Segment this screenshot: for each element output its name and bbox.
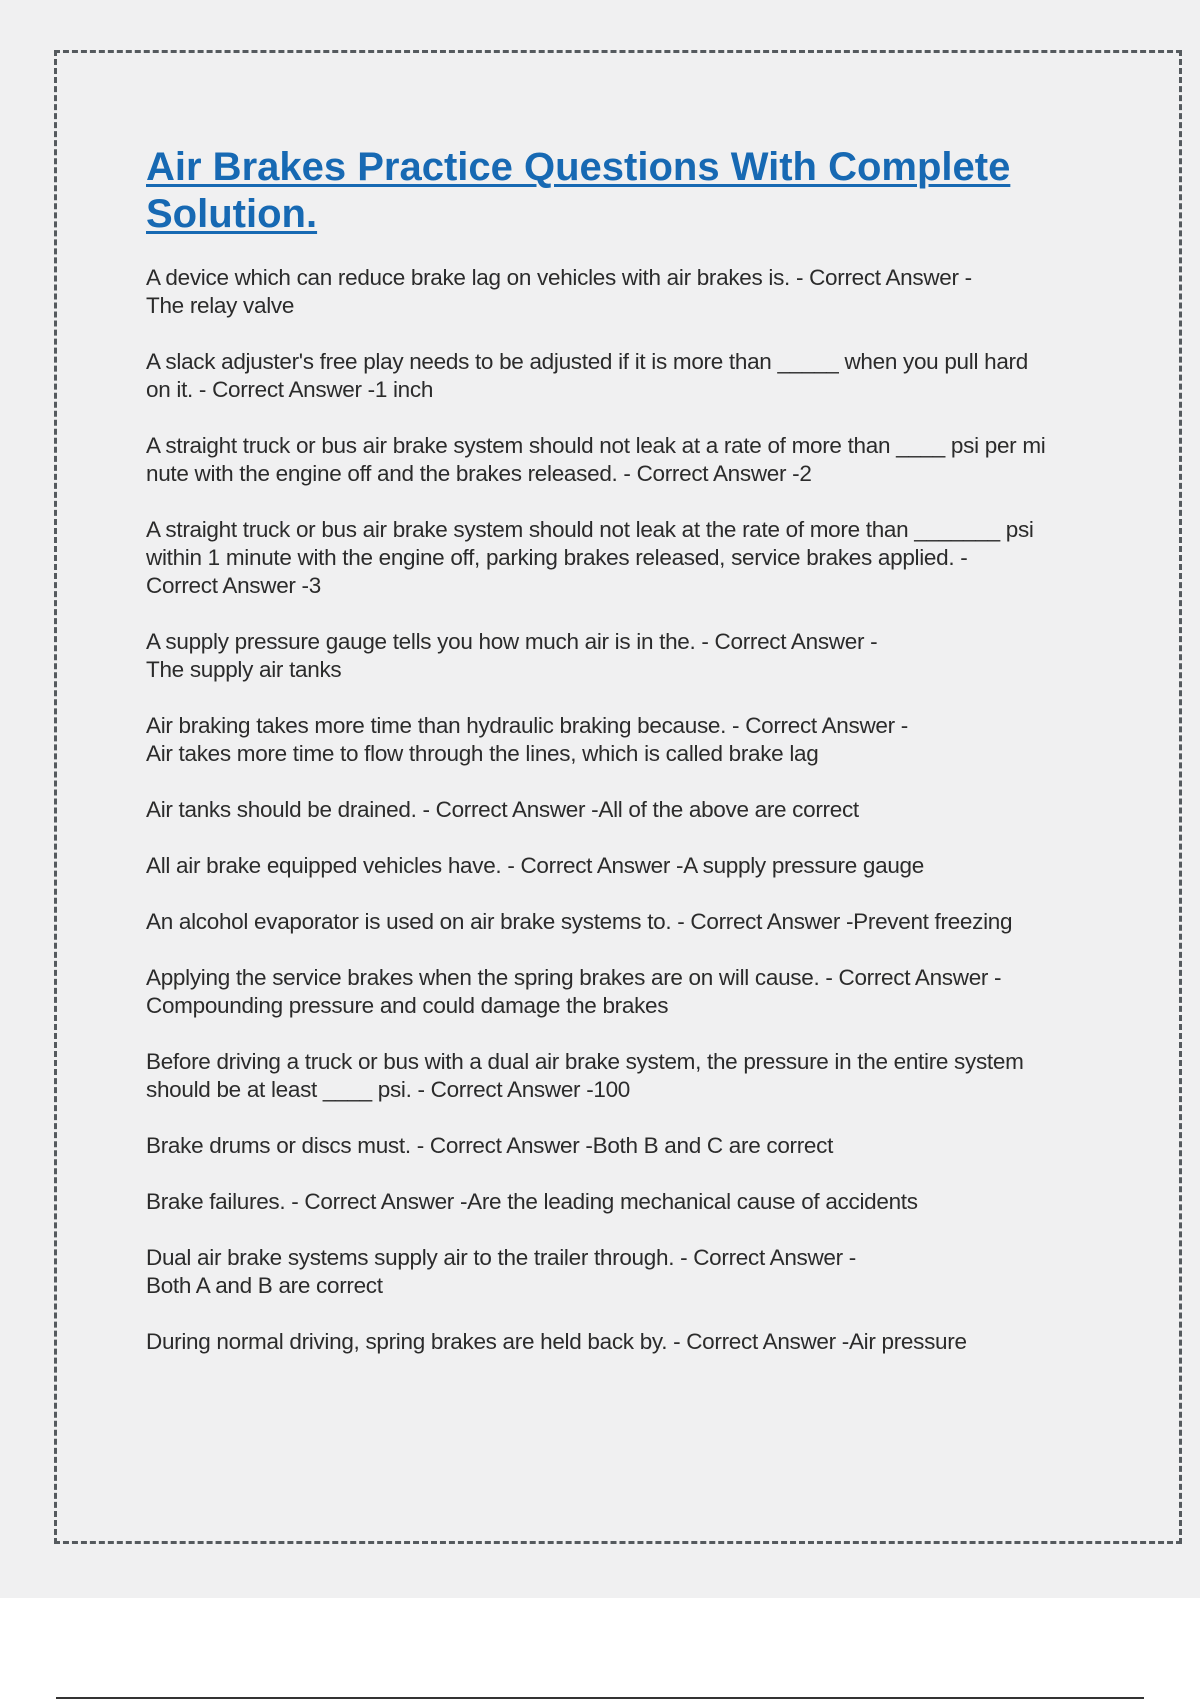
document-content	[146, 144, 1096, 1384]
question-answer-line: A slack adjuster's free play needs to be adjusted if it is more than _____ when you pull hard	[146, 349, 1028, 374]
question-answer-item	[146, 432, 1096, 488]
question-answer-line: Before driving a truck or bus with a dual air brake system, the pressure in the entire system	[146, 1049, 1024, 1074]
question-answer-item	[146, 1048, 1096, 1104]
question-answer-item	[146, 348, 1096, 404]
question-answer-line: A straight truck or bus air brake system should not leak at a rate of more than ____ psi per mi	[146, 433, 1046, 458]
bottom-divider	[56, 1697, 1144, 1699]
question-answer-item	[146, 852, 1096, 880]
question-answer-item	[146, 516, 1096, 600]
question-answer-line: The supply air tanks	[146, 657, 342, 682]
question-answer-item	[146, 796, 1096, 824]
question-answer-line: All air brake equipped vehicles have. - Correct Answer -A supply pressure gauge	[146, 853, 924, 878]
question-answer-line: An alcohol evaporator is used on air brake systems to. - Correct Answer -Prevent freezing	[146, 909, 1013, 934]
question-answer-line: Air braking takes more time than hydraulic braking because. - Correct Answer -	[146, 713, 908, 738]
document-title	[146, 144, 1096, 238]
question-answer-line: During normal driving, spring brakes are held back by. - Correct Answer -Air pressure	[146, 1329, 967, 1354]
question-answer-line: Air takes more time to flow through the lines, which is called brake lag	[146, 741, 819, 766]
question-answer-item	[146, 908, 1096, 936]
question-answer-item	[146, 1328, 1096, 1356]
question-answer-item	[146, 628, 1096, 684]
question-answer-line: A straight truck or bus air brake system should not leak at the rate of more than _______ psi	[146, 517, 1034, 542]
question-answer-line: on it. - Correct Answer -1 inch	[146, 377, 434, 402]
question-answer-item	[146, 1188, 1096, 1216]
question-answer-line: should be at least ____ psi. - Correct Answer -100	[146, 1077, 631, 1102]
question-answer-line: Dual air brake systems supply air to the trailer through. - Correct Answer -	[146, 1245, 856, 1270]
question-answer-list	[146, 264, 1096, 1356]
question-answer-line: A device which can reduce brake lag on vehicles with air brakes is. - Correct Answer -	[146, 265, 972, 290]
question-answer-line: Brake failures. - Correct Answer -Are the leading mechanical cause of accidents	[146, 1189, 918, 1214]
question-answer-line: within 1 minute with the engine off, parking brakes released, service brakes applied. -	[146, 545, 968, 570]
question-answer-line: Applying the service brakes when the spring brakes are on will cause. - Correct Answer -	[146, 965, 1002, 990]
question-answer-line: The relay valve	[146, 293, 295, 318]
question-answer-line: Compounding pressure and could damage the brakes	[146, 993, 669, 1018]
question-answer-item	[146, 712, 1096, 768]
question-answer-line: Both A and B are correct	[146, 1273, 383, 1298]
question-answer-line: Correct Answer -3	[146, 573, 321, 598]
title-line: Air Brakes Practice Questions With Complete	[146, 145, 1011, 189]
question-answer-line: Brake drums or discs must. - Correct Answer -Both B and C are correct	[146, 1133, 834, 1158]
question-answer-item	[146, 964, 1096, 1020]
question-answer-line: nute with the engine off and the brakes released. - Correct Answer -2	[146, 461, 812, 486]
question-answer-item	[146, 264, 1096, 320]
question-answer-line: A supply pressure gauge tells you how much air is in the. - Correct Answer -	[146, 629, 878, 654]
question-answer-item	[146, 1132, 1096, 1160]
question-answer-item	[146, 1244, 1096, 1300]
title-line: Solution.	[146, 192, 318, 236]
question-answer-line: Air tanks should be drained. - Correct Answer -All of the above are correct	[146, 797, 859, 822]
